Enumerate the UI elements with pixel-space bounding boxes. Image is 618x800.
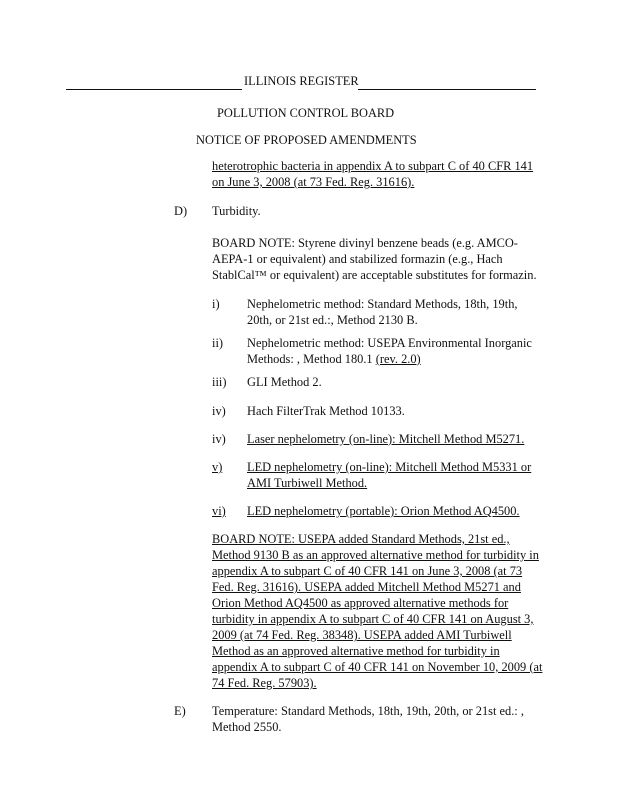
- item-v-line-1: LED nephelometry (on-line): Mitchell Method M5331 or: [247, 460, 532, 474]
- item-ii-num: ii): [212, 336, 224, 350]
- section-e-line-1: Temperature: Standard Methods, 18th, 19th, 20th, or 21st ed.: ,: [212, 704, 524, 718]
- item-i-line-2: 20th, or 21st ed.:, Method 2130 B.: [247, 313, 418, 327]
- section-d-label: D): [174, 204, 188, 218]
- board-note2-line-7: 2009 (at 74 Fed. Reg. 38348). USEPA added AMI Turbiwell: [212, 628, 512, 642]
- item-ii-line-2: Methods: , Method 180.1 (rev. 2.0): [247, 352, 421, 366]
- item-i-line-1: Nephelometric method: Standard Methods, 18th, 19th,: [247, 297, 518, 311]
- board-note2-line-1: BOARD NOTE: USEPA added Standard Methods, 21st ed.,: [212, 532, 510, 546]
- board-note2-line-10: 74 Fed. Reg. 57903).: [212, 676, 317, 690]
- board-title: POLLUTION CONTROL BOARD: [217, 106, 395, 120]
- board-note-line-3: StablCal™ or equivalent) are acceptable substitutes for formazin.: [212, 268, 537, 282]
- item-vi-num: vi): [212, 504, 226, 518]
- item-iv-laser-num: iv): [212, 432, 226, 446]
- board-note2-line-8: Method as an approved alternative method for turbidity in: [212, 644, 500, 658]
- item-ii-line-1: Nephelometric method: USEPA Environmental Inorganic: [247, 336, 532, 350]
- item-iii-line-1: GLI Method 2.: [247, 375, 322, 389]
- board-note2-line-2: Method 9130 B as an approved alternative method for turbidity in: [212, 548, 539, 562]
- register-title: ILLINOIS REGISTER: [244, 74, 359, 88]
- section-e-line-2: Method 2550.: [212, 720, 282, 734]
- item-iv-line-1: Hach FilterTrak Method 10133.: [247, 404, 405, 418]
- board-note2-line-6: turbidity in appendix A to subpart C of 40 CFR 141 on August 3,: [212, 612, 534, 626]
- header-rule-left: [66, 89, 242, 90]
- item-iv-num: iv): [212, 404, 226, 418]
- item-iii-num: iii): [212, 375, 227, 389]
- intro-line-1: heterotrophic bacteria in appendix A to subpart C of 40 CFR 141: [212, 159, 534, 173]
- section-d-title: Turbidity.: [212, 204, 261, 218]
- board-note2-line-5: Orion Method AQ4500 as approved alternative methods for: [212, 596, 509, 610]
- notice-title: NOTICE OF PROPOSED AMENDMENTS: [196, 133, 417, 147]
- board-note2-line-4: Fed. Reg. 31616). USEPA added Mitchell Method M5271 and: [212, 580, 521, 594]
- item-iv-laser-line-1: Laser nephelometry (on-line): Mitchell Method M5271.: [247, 432, 525, 446]
- section-e-label: E): [174, 704, 186, 718]
- board-note2-line-9: appendix A to subpart C of 40 CFR 141 on November 10, 2009 (at: [212, 660, 543, 674]
- header-rule-right: [358, 89, 536, 90]
- intro-line-2: on June 3, 2008 (at 73 Fed. Reg. 31616).: [212, 175, 415, 189]
- board-note-line-1: BOARD NOTE: Styrene divinyl benzene beads (e.g. AMCO-: [212, 236, 518, 250]
- item-vi-line-1: LED nephelometry (portable): Orion Method AQ4500.: [247, 504, 520, 518]
- item-v-num: v): [212, 460, 223, 474]
- item-i-num: i): [212, 297, 220, 311]
- board-note2-line-3: appendix A to subpart C of 40 CFR 141 on June 3, 2008 (at 73: [212, 564, 523, 578]
- item-v-line-2: AMI Turbiwell Method.: [247, 476, 368, 490]
- board-note-line-2: AEPA-1 or equivalent) and stabilized formazin (e.g., Hach: [212, 252, 503, 266]
